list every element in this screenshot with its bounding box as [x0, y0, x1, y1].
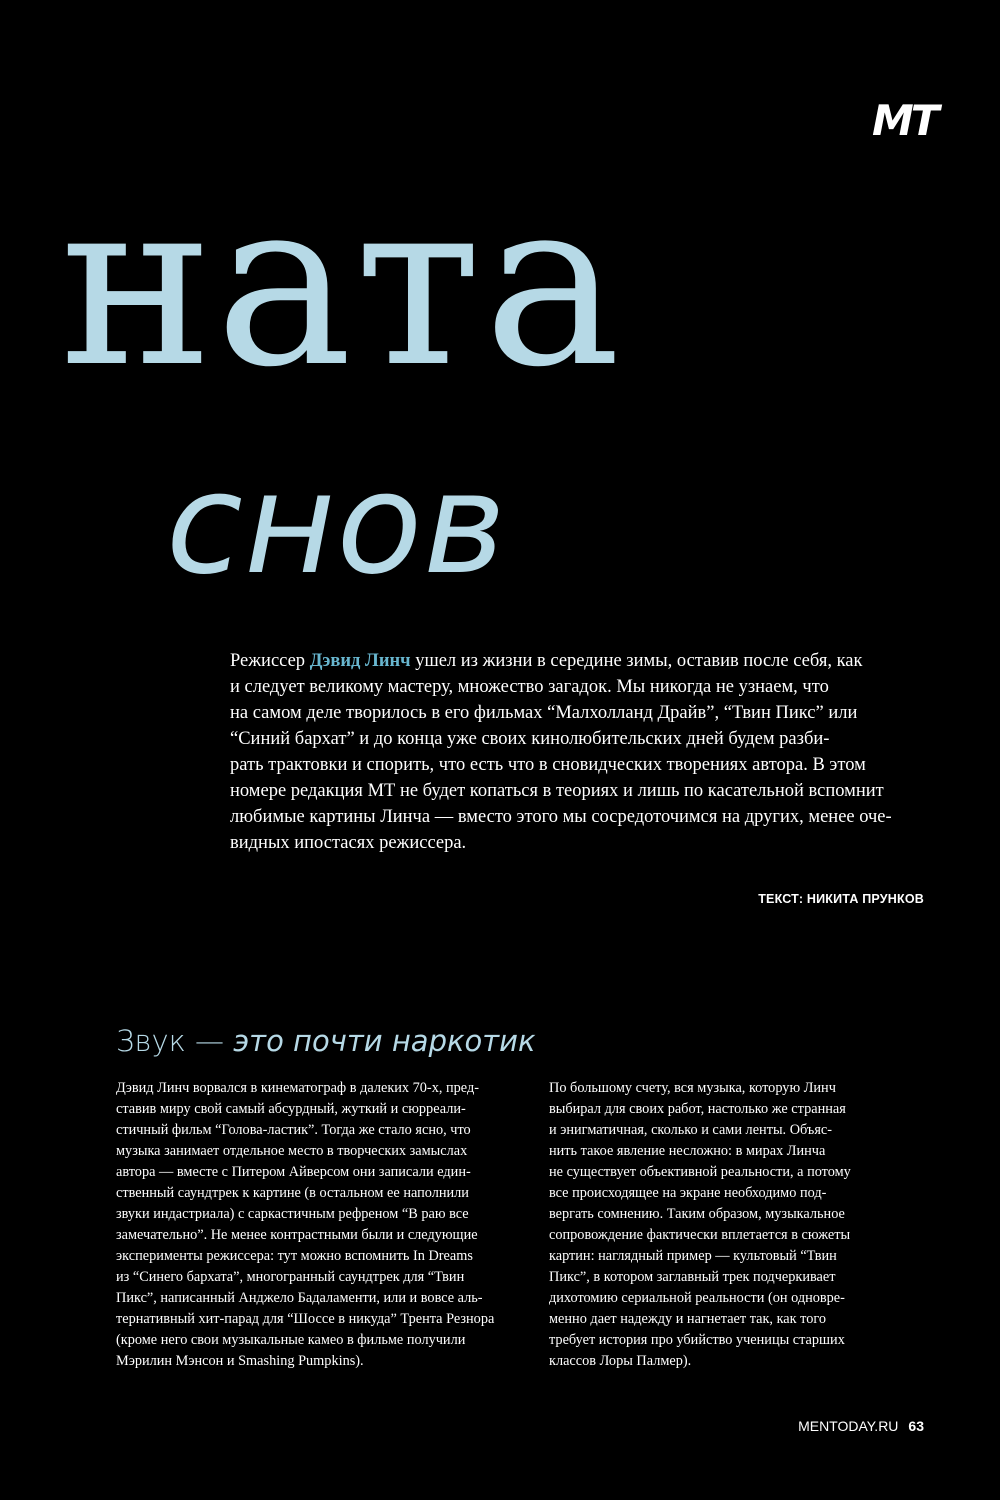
body-line: стичный фильм “Голова-ластик”. Тогда же стало ясно, что: [116, 1122, 471, 1138]
body-line: требует история про убийство ученицы старших: [549, 1332, 845, 1348]
body-line: замечательно”. Не менее контрастными были и следующие: [116, 1227, 478, 1243]
body-line: классов Лоры Палмер).: [549, 1353, 692, 1369]
body-line: тернативный хит-парад для “Шоссе в никуда” Трента Резнора: [116, 1311, 495, 1327]
body-line: эксперименты режиссера: тут можно вспомнить In Dreams: [116, 1248, 473, 1264]
lead-text: Режиссер: [230, 651, 310, 671]
page-footer: [798, 1418, 924, 1434]
body-line: музыка занимает отдельное место в творческих замыслах: [116, 1143, 468, 1159]
body-line: не существует объективной реальности, а потому: [549, 1164, 851, 1180]
body-line: и энигматичная, сколько и сами ленты. Объяс-: [549, 1122, 833, 1138]
body-line: картин: наглядный пример — культовый “Твин: [549, 1248, 837, 1264]
body-line: дихотомию сериальной реальности (он одновре-: [549, 1290, 845, 1306]
page-number: 63: [908, 1418, 924, 1434]
lead-line: и следует великому мастеру, множество загадок. Мы никогда не узнаем, что: [230, 677, 829, 697]
body-line: По большому счету, вся музыка, которую Линч: [549, 1080, 836, 1096]
lead-paragraph: [230, 648, 930, 856]
body-line: нить такое явление несложно: в мирах Линча: [549, 1143, 826, 1159]
body-line: выбирал для своих работ, настолько же странная: [549, 1101, 846, 1117]
body-line: менно дает надежду и нагнетает так, как того: [549, 1311, 827, 1327]
body-line: (кроме него свои музыкальные камео в фильме получили: [116, 1332, 466, 1348]
body-line: Дэвид Линч ворвался в кинематограф в далеких 70-х, пред-: [116, 1080, 479, 1096]
article-title-line-2: снов: [166, 443, 507, 606]
lead-text: ушел из жизни в середине зимы, оставив после себя, как: [410, 651, 863, 671]
body-line: ставив миру свой самый абсурдный, жуткий и сюрреали-: [116, 1101, 466, 1117]
body-line: автора — вместе с Питером Айверсом они записали един-: [116, 1164, 471, 1180]
body-line: ственный саундтрек к картине (в остальном ее наполнили: [116, 1185, 469, 1201]
section-heading: [116, 1024, 536, 1058]
lead-line: на самом деле творилось в его фильмах “Малхолланд Драйв”, “Твин Пикс” или: [230, 703, 858, 723]
body-line: из “Синего бархата”, многогранный саундтрек для “Твин: [116, 1269, 465, 1285]
magazine-logo: MT: [872, 96, 937, 145]
body-line: все происходящее на экране необходимо под-: [549, 1185, 827, 1201]
section-heading-italic: это почти наркотик: [233, 1024, 536, 1058]
director-name-highlight: Дэвид Линч: [309, 651, 411, 671]
body-line: сопровождение фактически вплетается в сюжеты: [549, 1227, 851, 1243]
lead-line: [230, 648, 930, 674]
body-line: звуки индастриала) с саркастичным рефреном “В раю все: [116, 1206, 469, 1222]
lead-line: “Синий бархат” и до конца уже своих кинолюбительских дней будем разби-: [230, 729, 830, 749]
body-line: вергать сомнению. Таким образом, музыкальное: [549, 1206, 845, 1222]
body-line: Мэрилин Мэнсон и Smashing Pumpkins).: [116, 1353, 364, 1369]
article-title-line-1: ната: [60, 151, 623, 418]
body-column-left: [116, 1078, 516, 1372]
body-line: Пикс”, написанный Анджело Бадаламенти, или и вовсе аль-: [116, 1290, 483, 1306]
section-heading-regular: Звук —: [116, 1024, 234, 1058]
author-credit: ТЕКСТ: НИКИТА ПРУНКОВ: [758, 892, 924, 906]
lead-line: видных ипостасях режиссера.: [230, 833, 467, 853]
body-column-right: [549, 1078, 949, 1372]
lead-line: номере редакция МТ не будет копаться в теориях и лишь по касательной вспомнит: [230, 781, 884, 801]
lead-line: любимые картины Линча — вместо этого мы сосредоточимся на других, менее оче-: [230, 807, 892, 827]
website-link[interactable]: MENTODAY.RU: [798, 1418, 899, 1434]
body-line: Пикс”, в котором заглавный трек подчеркивает: [549, 1269, 836, 1285]
lead-line: рать трактовки и спорить, что есть что в сновидческих творениях автора. В этом: [230, 755, 866, 775]
